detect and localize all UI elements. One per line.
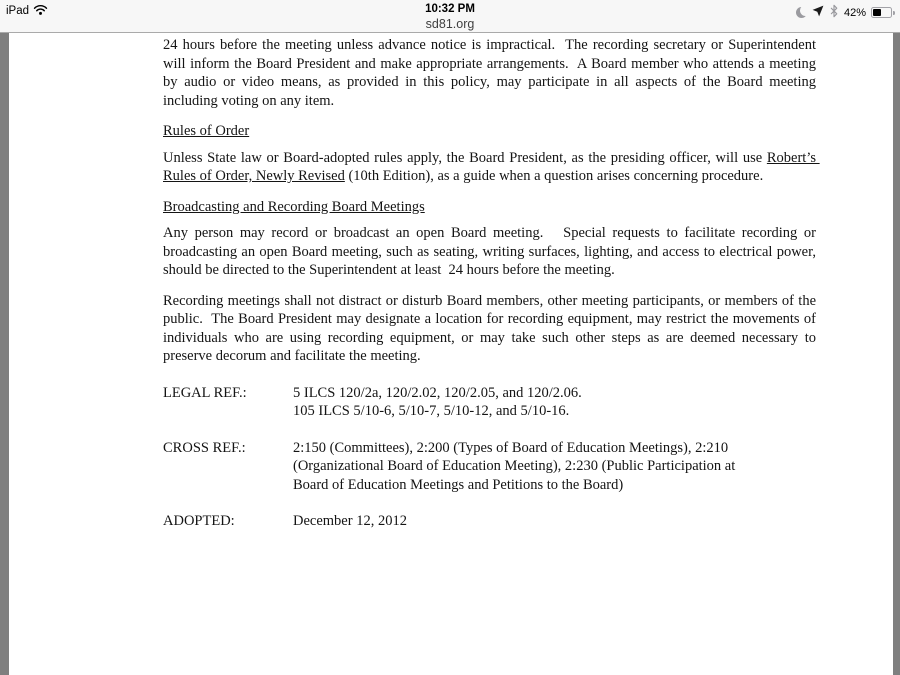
browser-content-area xyxy=(0,33,900,675)
legal-ref-line: 5 ILCS 120/2a, 120/2.02, 120/2.05, and 120/2.06. xyxy=(293,384,582,401)
site-title-bar[interactable]: sd81.org xyxy=(425,17,475,31)
cross-ref-line: (Organizational Board of Education Meeting), 2:230 (Public Participation at xyxy=(293,458,736,474)
paragraph-broadcast-requests: Any person may record or broadcast an open Board meeting. Special requests to facilitate recording or broadcasting an open Board meeting, such as seating, writing surfaces, lighting, and access to electrical power, should be directed to the Superintendent at least 24 hours before the meeting. xyxy=(163,225,820,278)
heading-broadcasting-recording: Broadcasting and Recording Board Meetings xyxy=(163,198,425,215)
cross-ref-line: 2:150 (Committees), 2:200 (Types of Board of Education Meetings), 2:210 xyxy=(293,439,729,456)
paragraph-remote-attendance: 24 hours before the meeting unless advance notice is impractical. The recording secretary or Superintendent will inform the Board President and make appropriate arrangements. A Board member who attends a meeting by audio or video means, as provided in this policy, may participate in all aspects of the Board meeting including voting on any item. xyxy=(163,37,820,109)
cross-ref-line: Board of Education Meetings and Petitions to the Board) xyxy=(293,476,624,493)
paragraph-rules-of-order xyxy=(163,149,820,186)
battery-percent-label: 42% xyxy=(843,6,866,19)
legal-ref-value xyxy=(293,384,816,421)
moon-icon xyxy=(796,7,807,18)
location-arrow-icon xyxy=(812,5,824,20)
bluetooth-icon xyxy=(829,4,839,21)
adopted-value xyxy=(293,512,816,531)
cross-ref-value xyxy=(293,439,816,495)
adopted-block xyxy=(163,512,816,531)
paragraph-recording-conduct: Recording meetings shall not distract or disturb Board members, other meeting participants, or members of the public. The Board President may designate a location for recording equipment, may restrict the movements of individuals who are using recording equipment, or may take such other steps as are deemed necessary to preserve decorum and facilitate the meeting. xyxy=(163,292,820,364)
pdf-page[interactable] xyxy=(9,33,893,675)
adopted-date: December 12, 2012 xyxy=(293,513,407,529)
adopted-label: ADOPTED: xyxy=(163,513,235,529)
roberts-rules-reference: Robert’s Rules of Order, Newly Revised xyxy=(163,149,820,184)
legal-ref-line: 105 ILCS 5/10-6, 5/10-7, 5/10-12, and 5/10-16. xyxy=(293,403,570,419)
battery-icon xyxy=(871,7,895,18)
heading-rules-of-order: Rules of Order xyxy=(163,123,250,139)
battery-fill xyxy=(873,9,881,16)
status-right xyxy=(796,4,895,21)
device-label: iPad xyxy=(6,5,30,17)
rules-text-post: (10th Edition), as a guide when a question arises concerning procedure. xyxy=(344,168,764,184)
rules-text-pre: Unless State law or Board-adopted rules apply, the Board President, as the presiding officer, will use xyxy=(163,149,767,166)
cross-ref-label: CROSS REF.: xyxy=(163,439,246,456)
legal-ref-block xyxy=(163,384,816,421)
legal-ref-label: LEGAL REF.: xyxy=(163,384,247,401)
policy-document xyxy=(9,33,893,531)
status-bar xyxy=(0,0,900,33)
cross-ref-block xyxy=(163,439,816,495)
clock: 10:32 PM xyxy=(425,3,475,15)
